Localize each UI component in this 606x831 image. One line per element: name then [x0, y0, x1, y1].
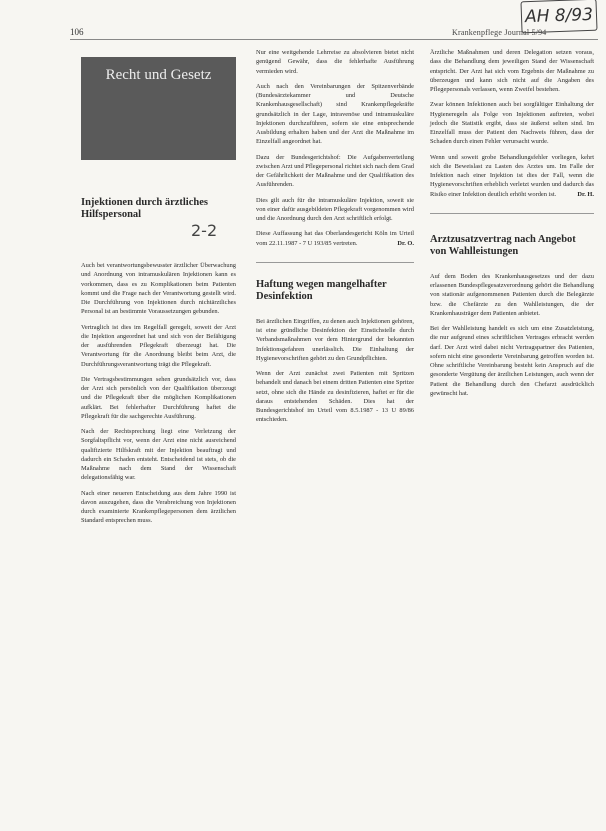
paragraph: Ärztliche Maßnahmen und deren Delegation setzen voraus, dass die Behandlung dem jeweiligen Stand der Wissenschaft entspricht. Der Arzt hat sich vom Ergebnis der Maßnahme zu überzeugen und kann sich nicht auf die Angaben des Pflegepersonals verlassen, wenn Zweifel bestehen. — [430, 49, 594, 93]
handwritten-margin-note: 2-2 — [191, 221, 218, 240]
paragraph: Wenn der Arzt zunächst zwei Patienten mit Spritzen behandelt und danach bei einem dritten Patienten eine Spritze setzt, ohne sich die Hände zu desinfizieren, haftet er für die daraus entstehenden Schäden. Dies hat der Bundesgerichtshof im Urteil vom 8.5.1987 - 13 U 89/86 entschieden. — [256, 370, 414, 424]
closing-text: Diese Auffassung hat das Oberlandesgericht Köln im Urteil vom 22.11.1987 - 7 U 193/85 vertreten. — [256, 230, 414, 247]
paragraph: Dies gilt auch für die intramuskuläre Injektion, soweit sie von einer dafür ausgebildeten Pflegekraft vorgenommen wird und die Anordnung durch den Arzt schriftlich erfolgt. — [256, 196, 414, 222]
header-rule — [70, 39, 598, 40]
page-number: 106 — [70, 27, 84, 37]
paragraph-text: Wenn und soweit grobe Behandlungsfehler vorliegen, kehrt sich die Beweislast zu Lasten des Arztes um. Im Falle der Infektion nach einer Injektion ist dies der Fall, wenn die Hygienevorschriften erheblich verletzt wurden und dadurch das Risiko einer Infektion deutlich erhöht worden ist. — [430, 153, 594, 198]
paragraph: Bei ärztlichen Eingriffen, zu denen auch Injektionen gehören, ist eine gründliche Desinfektion der Einstichstelle durch Verbandsmaßnahmen vor dem Hintergrund der bekannten Infektionsgefahren unerlässlich. Die Einhaltung der Hygienevorschriften gehört zu den Grundpflichten. — [256, 317, 414, 362]
paragraph: Die Vertragsbestimmungen sehen grundsätzlich vor, dass der Arzt sich persönlich von der Qualifikation überzeugt und die Pflegekraft über die möglichen Komplikationen aufklärt. Bei fehlerhafter Durchführung haftet die Pflegekraft für die sachgerechte Ausführung. — [81, 375, 236, 420]
article-title-injektionen: Injektionen durch ärztliches Hilfspersonal — [81, 197, 208, 220]
article-title-arztzusatzvertrag: Arztzusatzvertrag nach Angebot von Wahlleistungen — [430, 233, 576, 257]
section-title: Recht und Gesetz — [105, 67, 212, 83]
article-divider — [256, 262, 414, 263]
author-signature: Dr. O. — [397, 239, 414, 247]
paragraph: Zwar können Infektionen auch bei sorgfältiger Einhaltung der Hygieneregeln als Folge von Injektionen auftreten, wobei jedoch die Statistik ergibt, dass sie äußerst selten sind. Im Einzelfall muss der Patient den Nachweis führen, dass der Schaden durch einen Fehler verursacht wurde. — [430, 101, 594, 146]
running-head: Krankenpflege Journal 5/94 — [452, 28, 547, 37]
article-divider — [430, 213, 594, 214]
paragraph: Dazu der Bundesgerichtshof: Die Aufgabenverteilung zwischen Arzt und Pflegepersonal richtet sich nach dem Grad der Gefährlichkeit der Maßnahme und der Qualifikation des Ausführenden. — [256, 153, 414, 189]
author-signature: Dr. H. — [577, 190, 594, 198]
right-column — [430, 48, 594, 404]
paragraph: Auf dem Boden des Krankenhausgesetzes und der dazu erlassenen Bundespflegesatzverordnung gehört die Behandlung von stationär aufgenommenen Patienten durch die Belegärzte bzw. die Chefärzte zu den Wahlleistungen, die der Krankenhausträger dem Patienten anbietet. — [430, 272, 594, 317]
paragraph: Nach einer neueren Entscheidung aus dem Jahre 1990 ist davon auszugehen, dass die Verabreichung von Injektionen durch examinierte Krankenpflegepersonen dem ärztlichen Standard entsprechen muss. — [81, 489, 236, 525]
paragraph: Bei der Wahlleistung handelt es sich um eine Zusatzleistung, die nur aufgrund eines schriftlichen Vertrages erbracht werden darf. Der Arzt wird dabei nicht Vertragspartner des Patienten, sofern nicht eine gesonderte Vereinbarung getroffen worden ist. Ohne schriftliche Vereinbarung besteht kein Anspruch auf die gesonderte Vergütung der ärztlichen Leistungen, auch wenn der Patient die Behandlung durch den Chefarzt ausdrücklich gewünscht hat. — [430, 325, 594, 397]
paragraph-closing — [256, 229, 414, 248]
handwritten-archive-stamp: AH 8/93 — [520, 0, 597, 33]
middle-column — [256, 48, 414, 431]
article-title-haftung: Haftung wegen mangelhafter Desinfektion — [256, 278, 387, 302]
paragraph: Auch bei verantwortungsbewusster ärztlicher Überwachung und Anordnung von intramuskulären Injektionen kann es vorkommen, dass es zu Komplikationen beim Patienten kommt und die Frage nach der Verantwortung gestellt wird. Die Durchführung von Injektionen durch nichtärztliches Personal ist an bestimmte Voraussetzungen gebunden. — [81, 262, 236, 316]
paragraph-closing — [430, 153, 594, 199]
paragraph: Nach der Rechtsprechung liegt eine Verletzung der Sorgfaltspflicht vor, wenn der Arzt eine nicht ausreichend qualifizierte Hilfskraft mit der Injektion beauftragt und dadurch ein Schaden entsteht. Entscheidend ist stets, ob die Maßnahme nach dem Stand der Wissenschaft delegationsfähig war. — [81, 428, 236, 482]
section-banner — [81, 57, 236, 160]
paragraph: Auch nach den Vereinbarungen der Spitzenverbände (Bundesärztekammer und Deutsche Krankenhausgesellschaft) sind Krankenpflegekräfte grundsätzlich in der Lage, intravenöse und intramuskuläre Injektionen durchzuführen, sofern sie eine entsprechende Ausbildung erhalten haben und der Arzt die Maßnahme im Einzelfall angeordnet hat. — [256, 82, 414, 146]
paragraph: Vertraglich ist dies im Regelfall geregelt, soweit der Arzt die Injektion angeordnet hat und sich von der Befähigung der ausführenden Pflegekraft überzeugt hat. Die Verantwortung für die Anordnung bleibt beim Arzt, die Durchführungsverantwortung trägt die Pflegekraft. — [81, 323, 236, 368]
paragraph: Nur eine weitgehende Lehrreise zu absolvieren bietet nicht genügend Gewähr, dass die fehlerhafte Ausführung vermieden wird. — [256, 49, 414, 75]
